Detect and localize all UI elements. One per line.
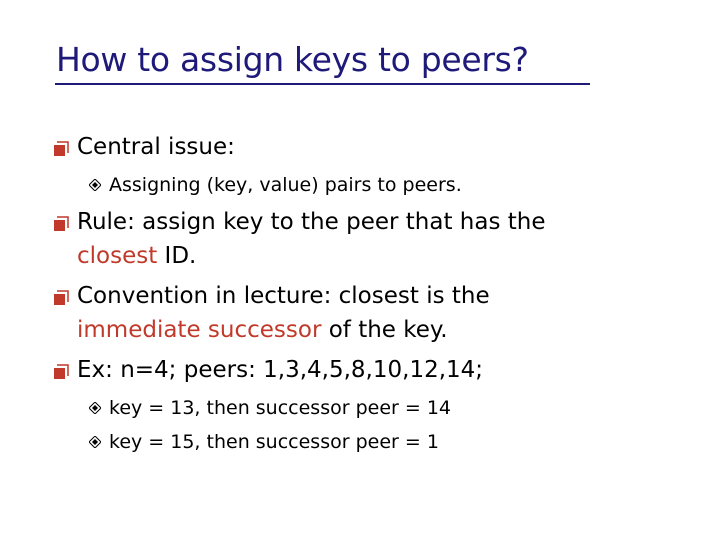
bullet-convention-line2	[77, 316, 448, 344]
emphasis-immediate-successor: immediate successor	[77, 317, 322, 343]
rule-rest: ID.	[157, 243, 197, 269]
sub-bullet-key-13: key = 13, then successor peer = 14	[109, 397, 451, 419]
bullet-rule-line2	[77, 242, 196, 270]
square-bullet-icon	[53, 216, 69, 232]
bullet-central-issue: Central issue:	[77, 134, 235, 160]
title-underline	[55, 83, 590, 85]
square-bullet-icon	[53, 290, 69, 306]
square-bullet-icon	[53, 364, 69, 380]
slide-title: How to assign keys to peers?	[56, 40, 529, 79]
bullet-example: Ex: n=4; peers: 1,3,4,5,8,10,12,14;	[77, 357, 484, 383]
bullet-rule-line1: Rule: assign key to the peer that has the	[77, 209, 546, 235]
bullet-convention-line1: Convention in lecture: closest is the	[77, 283, 490, 309]
sub-bullet-assigning: Assigning (key, value) pairs to peers.	[109, 174, 462, 196]
convention-rest: of the key.	[321, 317, 448, 343]
sub-bullet-key-15: key = 15, then successor peer = 1	[109, 431, 439, 453]
diamond-bullet-icon	[89, 179, 101, 191]
square-bullet-icon	[53, 141, 69, 157]
diamond-bullet-icon	[89, 436, 101, 448]
emphasis-closest: closest	[77, 243, 158, 269]
diamond-bullet-icon	[89, 402, 101, 414]
